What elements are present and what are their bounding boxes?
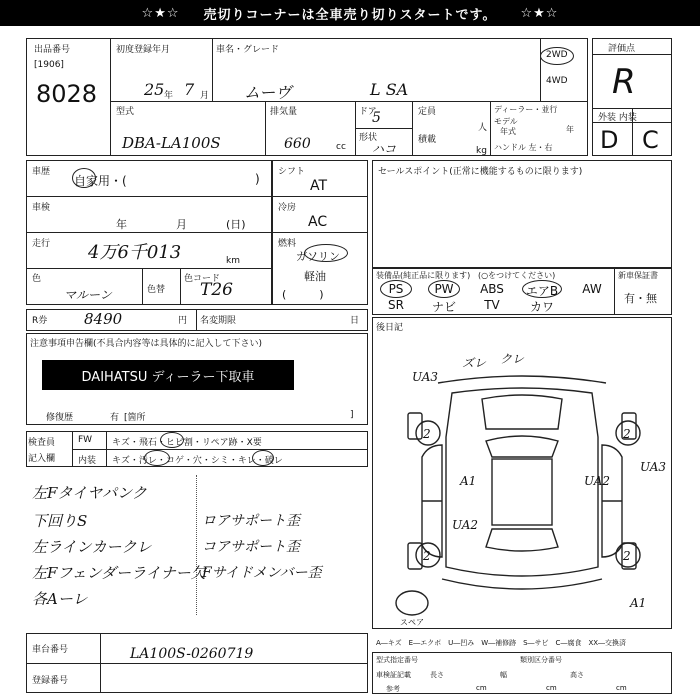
- model-year-unit: 年: [566, 125, 574, 134]
- height-label: 高さ: [570, 671, 584, 679]
- spare-label: スペア: [400, 618, 424, 627]
- cc-label: 排気量: [270, 107, 298, 117]
- cm-1: cm: [476, 684, 487, 692]
- color-change-label: 色替: [147, 285, 166, 295]
- int-score: C: [642, 126, 659, 154]
- fuel-paren: ( ): [282, 288, 324, 301]
- model-year-label: モデル: [494, 117, 518, 126]
- grade-label: 評価点: [608, 44, 636, 54]
- remark-right-2: コアサポート歪: [202, 539, 300, 555]
- shape-label: 形状: [359, 133, 378, 143]
- repair-value: 有: [110, 413, 120, 423]
- mark-zure: ズレ: [462, 356, 487, 370]
- insp-month: 月: [176, 218, 187, 231]
- dealer-label: ディーラー・並行: [494, 105, 558, 114]
- doors-value: 5: [372, 110, 381, 126]
- car-diagram: [372, 317, 672, 629]
- equipment-note: (○をつけてください): [478, 271, 556, 280]
- remark-left-3: 左ラインカークレ: [32, 538, 152, 556]
- fuel-gas: ガソリン: [296, 250, 340, 263]
- shape-value: ハコ: [372, 142, 397, 156]
- equipment-label: 装備品(純正品に限ります): [376, 271, 471, 280]
- repair-close: ]: [350, 410, 354, 420]
- mileage-value: 4万6千013: [88, 242, 182, 263]
- recycle-value: 8490: [84, 310, 123, 328]
- equip-aw: AW: [582, 282, 602, 296]
- remark-left-4: 左Fフェンダーライナー欠: [32, 564, 206, 582]
- fuel-diesel: 軽油: [304, 270, 326, 283]
- grade: L SA: [370, 80, 409, 99]
- equip-sr: SR: [388, 298, 404, 312]
- front-bumper: [438, 376, 606, 383]
- type-code: DBA-LA100S: [122, 134, 221, 152]
- mark-circle-2: [144, 450, 170, 466]
- ext-int-label: 外装 内装: [598, 113, 637, 123]
- equip-circle-airbag: [522, 280, 562, 298]
- roof: [492, 459, 552, 525]
- remark-left-5: 各Aーレ: [32, 590, 88, 608]
- equip-ps: PS: [388, 282, 404, 296]
- legend-text: A―キズ E―エクボ U―凹み W―補修跡 S―サビ C―腐食 XX―交換済: [376, 639, 627, 647]
- reg-month: 7: [184, 80, 195, 99]
- insp-year: 年: [116, 218, 127, 231]
- handle-label: ハンドル 左・右: [494, 143, 553, 152]
- banner-stars-right: ☆★☆: [520, 5, 559, 21]
- reg-month-unit: 月: [200, 91, 210, 101]
- dealer-tag: [42, 360, 294, 390]
- mark-ua2-right: UA2: [584, 474, 611, 488]
- ext-score: D: [600, 126, 619, 154]
- reg-year: 25: [144, 80, 165, 99]
- mark-a1-rear: A1: [630, 596, 647, 610]
- capacity-unit: 人: [478, 123, 488, 133]
- reg-year-unit: 年: [164, 91, 174, 101]
- score: R: [612, 62, 636, 102]
- entry-label: 記入欄: [28, 454, 56, 464]
- recycle-label: R券: [32, 316, 48, 326]
- mileage-unit: km: [226, 256, 240, 266]
- row2-prefix: 内装: [78, 456, 97, 466]
- mark-circle-1: [160, 432, 184, 448]
- lot-sub: [1906]: [34, 60, 64, 70]
- shift-label: シフト: [278, 167, 306, 177]
- equip-airbag: エアB: [525, 284, 559, 298]
- type-label: 型式: [116, 107, 135, 117]
- lot-number: 8028: [36, 80, 98, 108]
- model-name: ムーヴ: [244, 83, 292, 102]
- cert-label: 型式指定番号: [376, 656, 418, 664]
- ac-value: AC: [308, 214, 328, 230]
- tire-fl-label: 2: [423, 427, 431, 441]
- equip-leather: カワ: [529, 300, 554, 314]
- hood: [482, 395, 562, 429]
- cc-unit: cc: [336, 142, 346, 152]
- doors-label: ドア: [359, 107, 377, 117]
- reg-year-label: 初度登録年月: [116, 45, 171, 55]
- recycle-unit: 円: [178, 316, 188, 326]
- chassis-label: 車台番号: [32, 645, 69, 655]
- recycle-block: [26, 309, 368, 331]
- fuel-label: 燃料: [278, 239, 297, 249]
- color-code-label: 色コード: [184, 274, 221, 284]
- color-code-value: T26: [200, 280, 233, 300]
- row2-text: キズ・汚レ・コゲ・穴・シミ・キレ・破レ: [112, 456, 283, 466]
- equip-abs: ABS: [480, 282, 504, 296]
- len-label: 長さ: [430, 671, 444, 679]
- equip-navi: ナビ: [431, 300, 456, 314]
- color-value: マルーン: [64, 288, 112, 302]
- row1-text: キズ・飛石・ヒビ割・リペア跡・X要: [112, 438, 262, 448]
- load-label: 積載: [418, 135, 437, 145]
- width-label: 幅: [500, 671, 507, 679]
- cc-value: 660: [284, 136, 311, 152]
- remark-right-1: ロアサポート歪: [202, 513, 300, 529]
- cm-2: cm: [546, 684, 557, 692]
- rear-window: [486, 529, 558, 551]
- model-label: 車名・グレード: [216, 45, 280, 55]
- mark-ua3-right: UA3: [640, 460, 667, 474]
- history-close: ): [255, 172, 260, 186]
- row1-prefix: FW: [78, 435, 93, 445]
- repair-label: 修復歴: [46, 413, 74, 423]
- equip-pw: PW: [434, 282, 454, 296]
- repair-place: [箇所: [124, 413, 146, 423]
- drive-2wd: 2WD: [546, 50, 568, 60]
- lot-label: 出品番号: [34, 45, 71, 55]
- capacity-label: 定員: [418, 107, 437, 117]
- inspector-label: 検査員: [28, 438, 56, 448]
- ref-label: 参考: [386, 685, 400, 693]
- shift-value: AT: [310, 178, 328, 194]
- ac-label: 冷房: [278, 203, 297, 213]
- mileage-label: 走行: [32, 239, 51, 249]
- mark-a1-left: A1: [460, 474, 477, 488]
- history-value: 自家用・(: [74, 174, 127, 188]
- cm-3: cm: [616, 684, 627, 692]
- year-type-label: 年式: [500, 127, 516, 136]
- mark-kure: クレ: [500, 352, 525, 366]
- drive-4wd: 4WD: [546, 76, 568, 86]
- warranty-label: 新車保証書: [618, 271, 658, 280]
- windshield: [486, 436, 558, 457]
- rear-bumper: [442, 579, 602, 589]
- spare-tire: [396, 591, 428, 615]
- color-label: 色: [32, 274, 42, 284]
- dealer-tag-text: DAIHATSU ディーラー下取車: [81, 369, 255, 385]
- tire-rl-label: 2: [423, 549, 431, 563]
- notes-label: 注意事項申告欄(不具合内容等は具体的に記入して下さい): [30, 339, 263, 349]
- reg-number-label: 登録番号: [32, 676, 69, 686]
- remark-right-3: Fサイドメンバー歪: [202, 565, 322, 581]
- mark-ua3-top: UA3: [412, 370, 439, 384]
- insp-day: (日): [226, 218, 246, 231]
- banner-text: 売切りコーナーは全車売り切りスタートです。: [203, 7, 497, 23]
- mark-circle-3: [252, 450, 274, 466]
- equip-tv: TV: [484, 298, 500, 312]
- top-banner: [0, 0, 700, 26]
- due-label: 名変期限: [200, 316, 237, 326]
- tire-fr-label: 2: [623, 427, 631, 441]
- due-unit: 日: [350, 316, 360, 326]
- banner-stars-left: ☆★☆: [141, 5, 180, 21]
- equip-circle-pw: [428, 280, 460, 298]
- rear-label: 後日記: [376, 323, 404, 333]
- size-label: 車検証記載: [376, 671, 411, 679]
- remark-left-1: 左Fタイヤパンク: [32, 484, 147, 502]
- remark-left-2: 下回りS: [32, 512, 88, 530]
- chassis-value: LA100S-0260719: [130, 646, 254, 662]
- mark-ua2-left: UA2: [452, 518, 479, 532]
- tire-rr-label: 2: [623, 549, 631, 563]
- inspection-label: 車検: [32, 203, 51, 213]
- sales-point-label: セールスポイント(正常に機能するものに限ります): [378, 167, 583, 177]
- load-unit: kg: [476, 146, 487, 156]
- warranty-value: 有・無: [624, 292, 657, 305]
- equip-circle-ps: [380, 280, 412, 298]
- class-label: 類別区分番号: [520, 656, 562, 664]
- history-label: 車歴: [32, 167, 51, 177]
